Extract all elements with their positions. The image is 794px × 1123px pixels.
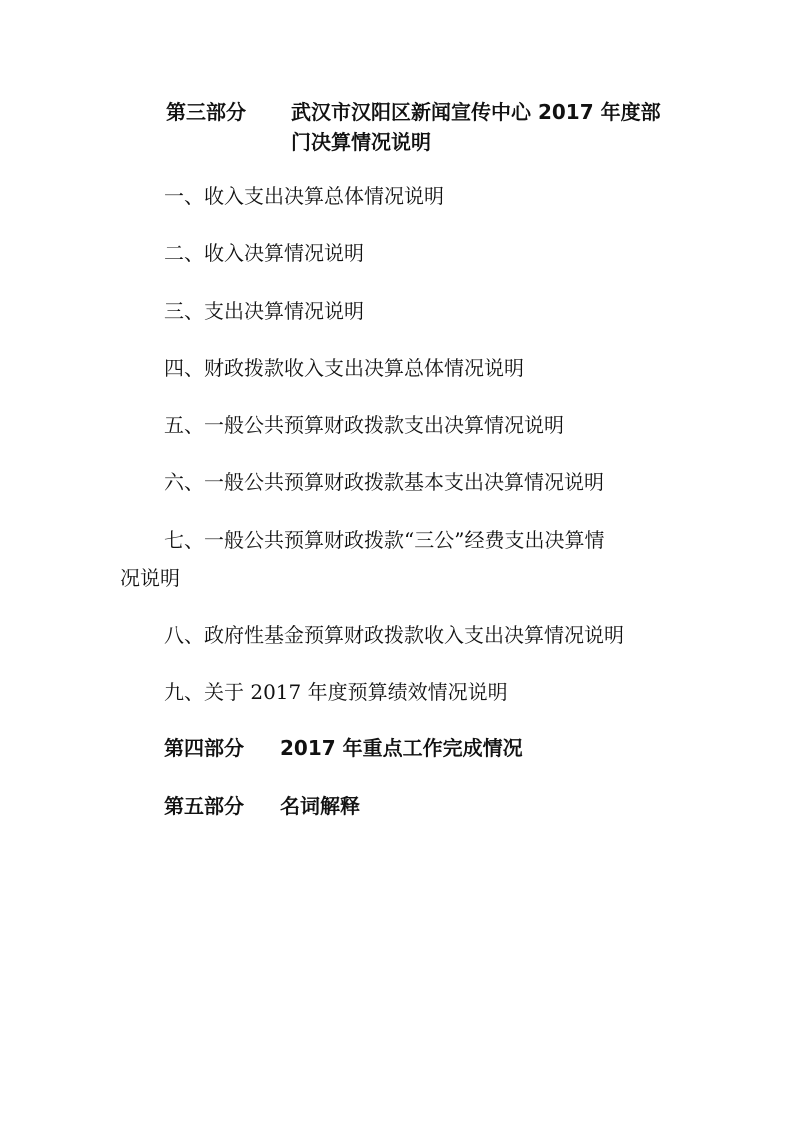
section-3-label: 第三部分 <box>166 100 246 124</box>
section-5-heading <box>164 791 360 821</box>
toc-item-2: 二、收入决算情况说明 <box>164 241 364 265</box>
section-4-title: 2017 年重点工作完成情况 <box>280 736 523 760</box>
toc-item-7 <box>120 525 605 590</box>
toc-item-7-line2: 况说明 <box>120 566 180 590</box>
section-3-heading <box>166 97 661 154</box>
section-4-heading <box>164 733 523 763</box>
section-5-title: 名词解释 <box>280 794 360 818</box>
section-3-title-line1: 武汉市汉阳区新闻宣传中心 2017 年度部 <box>291 100 661 124</box>
toc-item-5: 五、一般公共预算财政拨款支出决算情况说明 <box>164 413 564 437</box>
toc-item-8: 八、政府性基金预算财政拨款收入支出决算情况说明 <box>164 623 624 647</box>
section-4-label: 第四部分 <box>164 736 244 760</box>
toc-item-6: 六、一般公共预算财政拨款基本支出决算情况说明 <box>164 470 604 494</box>
section-3-title <box>291 97 671 157</box>
toc-item-1: 一、收入支出决算总体情况说明 <box>164 184 444 208</box>
toc-item-4: 四、财政拨款收入支出决算总体情况说明 <box>164 356 524 380</box>
section-5-label: 第五部分 <box>164 794 244 818</box>
section-3-title-line2: 门决算情况说明 <box>291 130 431 154</box>
toc-item-3: 三、支出决算情况说明 <box>164 299 364 323</box>
toc-item-7-line1: 七、一般公共预算财政拨款“三公”经费支出决算情 <box>164 528 605 552</box>
toc-item-9: 九、关于 2017 年度预算绩效情况说明 <box>164 680 508 704</box>
